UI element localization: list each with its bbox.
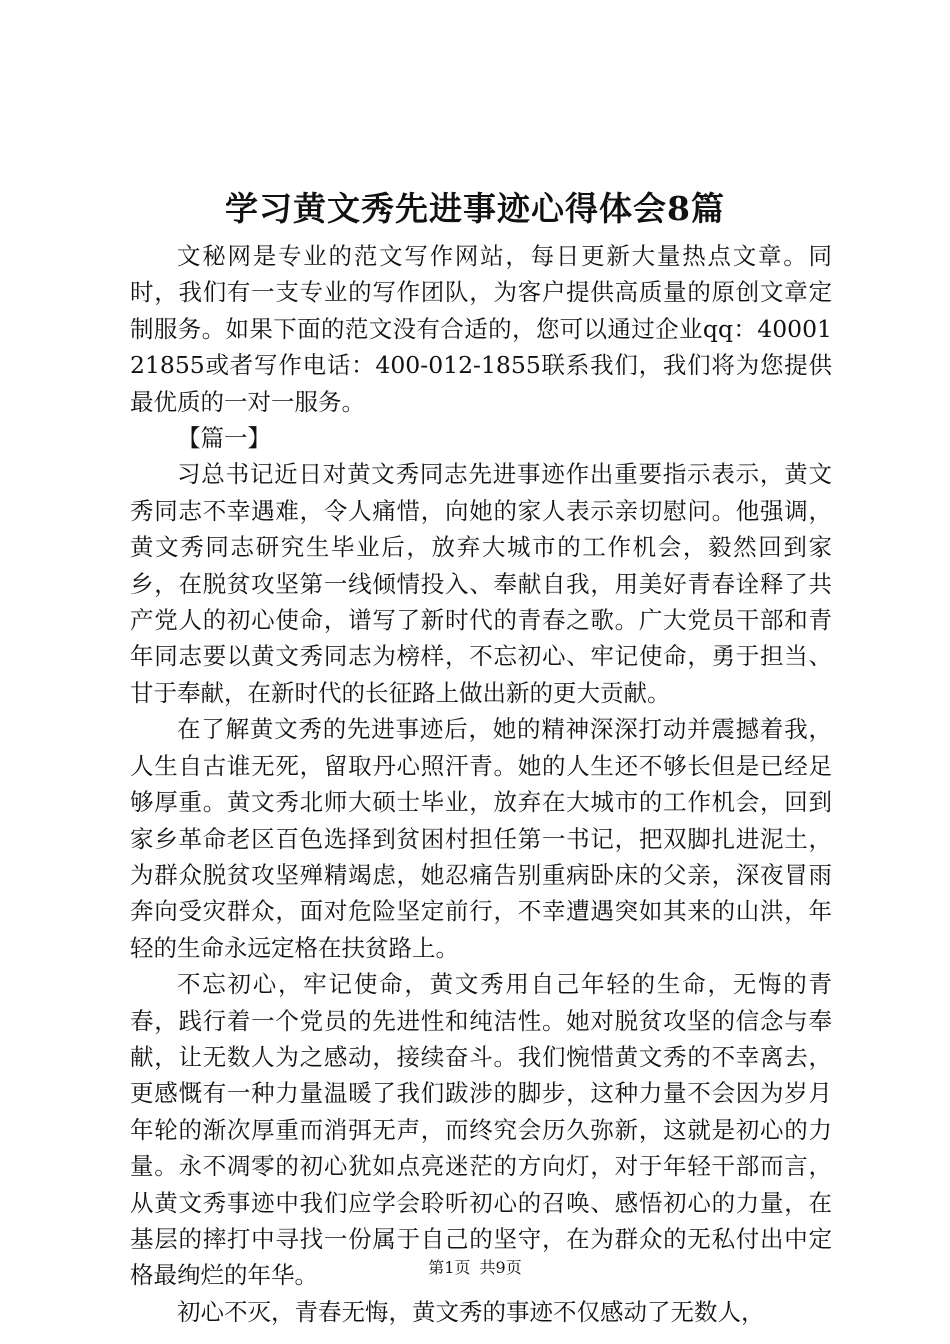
body-paragraph: 在了解黄文秀的先进事迹后，她的精神深深打动并震撼着我，人生自古谁无死，留取丹心照汗青。她的人生还不够长但是已经足够厚重。黄文秀北师大硕士毕业，放弃在大城市的工作机会，回到家乡革命老区百色选择到贫困村担任第一书记，把双脚扎进泥土，为群众脱贫攻坚殚精竭虑，她忍痛告别重病卧床的父亲，深夜冒雨奔向受灾群众，面对危险坚定前行，不幸遭遇突如其来的山洪，年轻的生命永远定格在扶贫路上。 [130, 715, 832, 962]
body-paragraph: 初心不灭，青春无悔，黄文秀的事迹不仅感动了无数人， [177, 1297, 765, 1326]
section-heading: 【篇一】 [177, 424, 271, 453]
page-number: 第1页 [428, 1258, 471, 1277]
page-footer [0, 1256, 950, 1280]
body-paragraph: 不忘初心，牢记使命，黄文秀用自己年轻的生命，无悔的青春，践行着一个党员的先进性和纯洁性。她对脱贫攻坚的信念与奉献，让无数人为之感动，接续奋斗。我们惋惜黄文秀的不幸离去，更感慨有一种力量温暖了我们跋涉的脚步，这种力量不会因为岁月年轮的渐次厚重而消弭无声，而终究会历久弥新，这就是初心的力量。永不凋零的初心犹如点亮迷茫的方向灯，对于年轻干部而言，从黄文秀事迹中我们应学会聆听初心的召唤、感悟初心的力量，在基层的摔打中寻找一份属于自己的坚守，在为群众的无私付出中定格最绚烂的年华。 [130, 970, 832, 1290]
page-total: 共9页 [479, 1258, 522, 1277]
body-paragraph: 习总书记近日对黄文秀同志先进事迹作出重要指示表示，黄文秀同志不幸遇难，令人痛惜，向她的家人表示亲切慰问。他强调，黄文秀同志研究生毕业后，放弃大城市的工作机会，毅然回到家乡，在脱贫攻坚第一线倾情投入、奉献自我，用美好青春诠释了共产党人的初心使命，谱写了新时代的青春之歌。广大党员干部和青年同志要以黄文秀同志为榜样，不忘初心、牢记使命，勇于担当、甘于奉献，在新时代的长征路上做出新的更大贡献。 [130, 460, 832, 707]
intro-paragraph: 文秘网是专业的范文写作网站，每日更新大量热点文章。同时，我们有一支专业的写作团队，为客户提供高质量的原创文章定制服务。如果下面的范文没有合适的，您可以通过企业qq：4000121855或者写作电话：400-012-1855联系我们，我们将为您提供最优质的一对一服务。 [130, 242, 832, 416]
document-title: 学习黄文秀先进事迹心得体会8篇 [225, 189, 725, 228]
document-body [130, 238, 832, 1330]
